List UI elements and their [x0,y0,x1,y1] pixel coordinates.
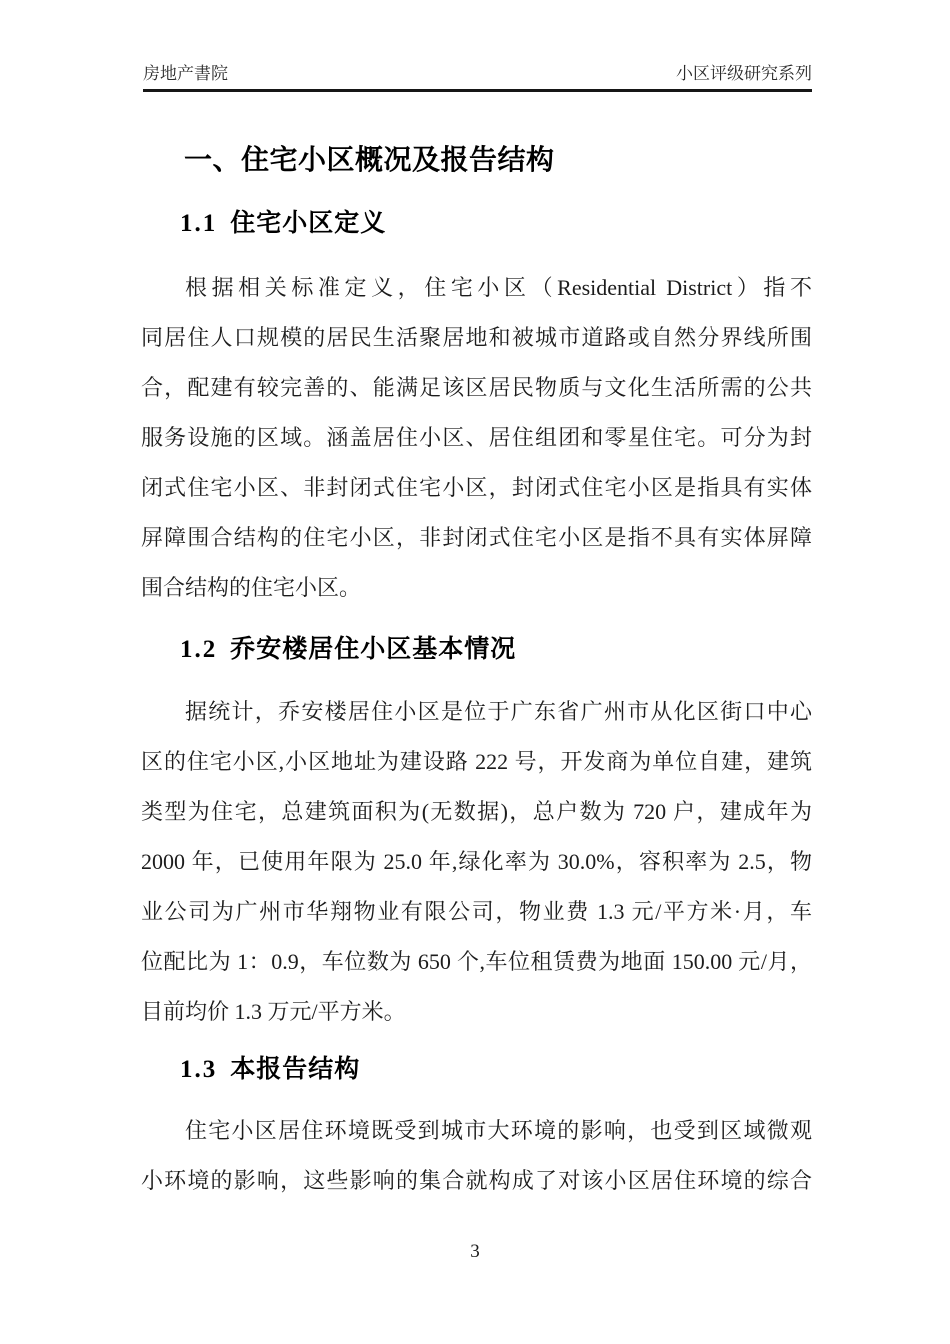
heading-label: 乔安楼居住小区基本情况 [230,635,517,663]
paragraph-definition [141,263,812,613]
text-line: 根据相关标准定义，住宅小区（Residential District）指不 [185,275,812,300]
text-line: 闭式住宅小区、非封闭式住宅小区，封闭式住宅小区是指具有实体 [141,475,812,500]
text-line: 2000 年，已使用年限为 25.0 年,绿化率为 30.0%，容积率为 2.5，物 [141,849,812,874]
paragraph-basic-info [141,687,812,1037]
heading-1-3 [180,1054,360,1085]
text-line: 服务设施的区域。涵盖居住小区、居住组团和零星住宅。可分为封 [141,425,812,450]
heading-number: 1.3 [180,1056,218,1083]
page-number: 3 [470,1241,480,1262]
chapter-title: 一、住宅小区概况及报告结构 [184,144,555,175]
text-line: 屏障围合结构的住宅小区，非封闭式住宅小区是指不具有实体屏障 [141,525,812,550]
heading-number: 1.1 [180,210,218,237]
text-line: 目前均价 1.3 万元/平方米。 [141,999,406,1024]
text-line: 住宅小区居住环境既受到城市大环境的影响，也受到区域微观 [185,1118,812,1143]
header-left-text: 房地产書院 [143,64,228,83]
header-right-text: 小区评级研究系列 [676,64,812,83]
text-line: 位配比为 1：0.9，车位数为 650 个,车位租赁费为地面 150.00 元/月， [141,949,812,974]
heading-1-1 [180,208,386,239]
heading-label: 住宅小区定义 [230,209,387,237]
heading-number: 1.2 [180,636,218,663]
page-header [143,63,812,92]
text-line: 据统计，乔安楼居住小区是位于广东省广州市从化区街口中心 [185,699,812,724]
text-line: 业公司为广州市华翔物业有限公司，物业费 1.3 元/平方米·月，车 [141,899,812,924]
text-line: 合，配建有较完善的、能满足该区居民物质与文化生活所需的公共 [141,375,812,400]
heading-label: 本报告结构 [230,1055,361,1083]
heading-1-2 [180,634,516,665]
text-line: 围合结构的住宅小区。 [141,575,362,600]
text-line: 类型为住宅，总建筑面积为(无数据)，总户数为 720 户，建成年为 [141,799,812,824]
paragraph-report-structure [141,1106,812,1206]
text-line: 区的住宅小区,小区地址为建设路 222 号，开发商为单位自建，建筑 [141,749,812,774]
text-line: 小环境的影响，这些影响的集合就构成了对该小区居住环境的综合 [141,1168,812,1193]
text-line: 同居住人口规模的居民生活聚居地和被城市道路或自然分界线所围 [141,325,812,350]
